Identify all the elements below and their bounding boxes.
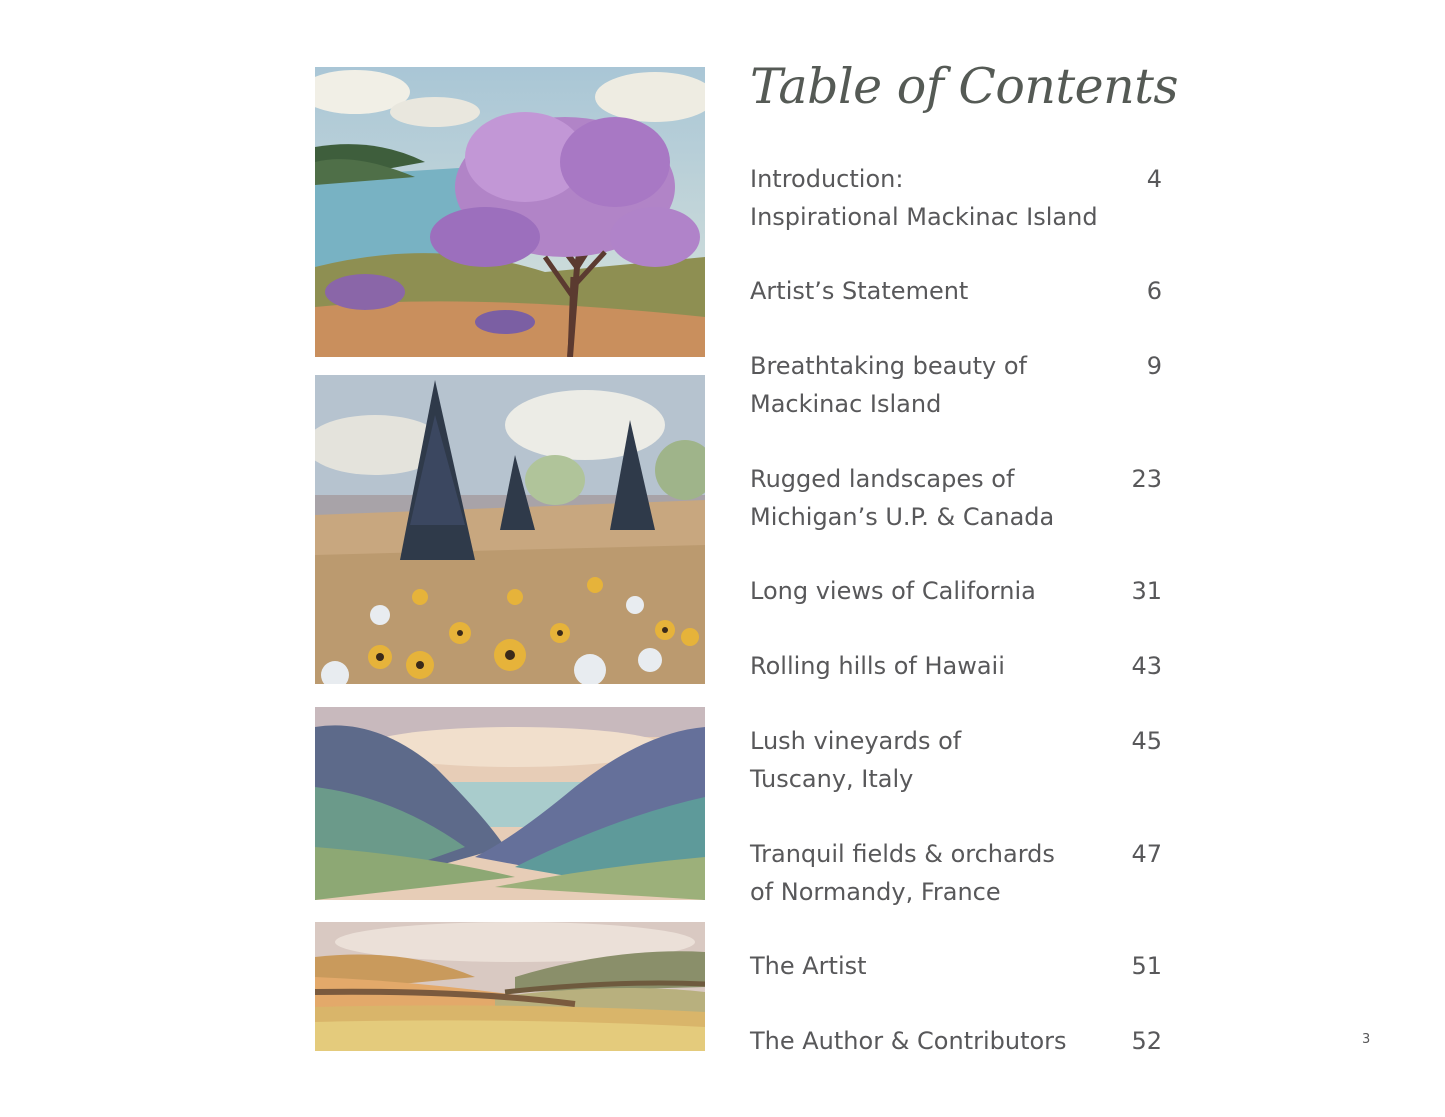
painting-valley-sea [315, 707, 705, 900]
toc-entry-line: The Artist [750, 952, 867, 980]
toc-entry[interactable] [750, 573, 1162, 611]
toc-entry-label [750, 348, 1100, 423]
toc-entry[interactable] [750, 161, 1162, 236]
toc-entry[interactable] [750, 723, 1162, 798]
toc-entry-page: 31 [1131, 577, 1162, 605]
toc-entry-line: Tuscany, Italy [750, 764, 914, 793]
toc-entry-line: The Author & Contributors [750, 1027, 1067, 1055]
toc-entry-page: 6 [1146, 277, 1162, 305]
toc-entry-line: Breathtaking beauty of [750, 352, 1027, 380]
painting-rolling-fields [315, 922, 705, 1051]
painting-lilac-tree [315, 67, 705, 357]
toc-entry-page: 43 [1131, 652, 1162, 680]
toc-entry-line: of Normandy, France [750, 877, 1001, 906]
toc-entry[interactable] [750, 1023, 1162, 1061]
toc-entry-line: Rolling hills of Hawaii [750, 652, 1005, 680]
toc-entry-line: Artist’s Statement [750, 277, 969, 305]
toc-entry-page: 47 [1131, 840, 1162, 868]
toc-entry-line: Inspirational Mackinac Island [750, 202, 1098, 231]
toc-entry-page: 51 [1131, 952, 1162, 980]
toc-entry-label [750, 161, 1100, 236]
toc-entry-line: Introduction: [750, 165, 904, 193]
toc-entry-line: Michigan’s U.P. & Canada [750, 502, 1055, 531]
toc-entry-line: Lush vineyards of [750, 727, 962, 755]
toc-entry-label [750, 648, 1100, 686]
toc-entry-label [750, 723, 1100, 798]
toc-entry[interactable] [750, 648, 1162, 686]
toc-entry-page: 4 [1146, 165, 1162, 193]
toc-entry-label [750, 273, 1100, 311]
toc-entry-page: 23 [1131, 465, 1162, 493]
toc-entry-label [750, 1023, 1100, 1061]
toc-entry-page: 9 [1146, 352, 1162, 380]
toc-entry-label [750, 948, 1100, 986]
toc-entry[interactable] [750, 836, 1162, 911]
toc-entry[interactable] [750, 273, 1162, 311]
toc-entry-line: Mackinac Island [750, 389, 942, 418]
toc-entry-page: 45 [1131, 727, 1162, 755]
toc-entry-line: Tranquil fields & orchards [750, 840, 1055, 868]
toc-entry-line: Rugged landscapes of [750, 465, 1015, 493]
toc-entry-label [750, 461, 1100, 536]
toc-entry-label [750, 573, 1100, 611]
painting-meadow-spruce [315, 375, 705, 684]
page-number: 3 [1362, 1032, 1371, 1047]
toc-entry[interactable] [750, 461, 1162, 536]
toc-entry-line: Long views of California [750, 577, 1036, 605]
toc-entry[interactable] [750, 348, 1162, 423]
toc-entry-label [750, 836, 1100, 911]
page-title: Table of Contents [750, 58, 1179, 115]
toc-entry[interactable] [750, 948, 1162, 986]
toc-entry-page: 52 [1131, 1027, 1162, 1055]
